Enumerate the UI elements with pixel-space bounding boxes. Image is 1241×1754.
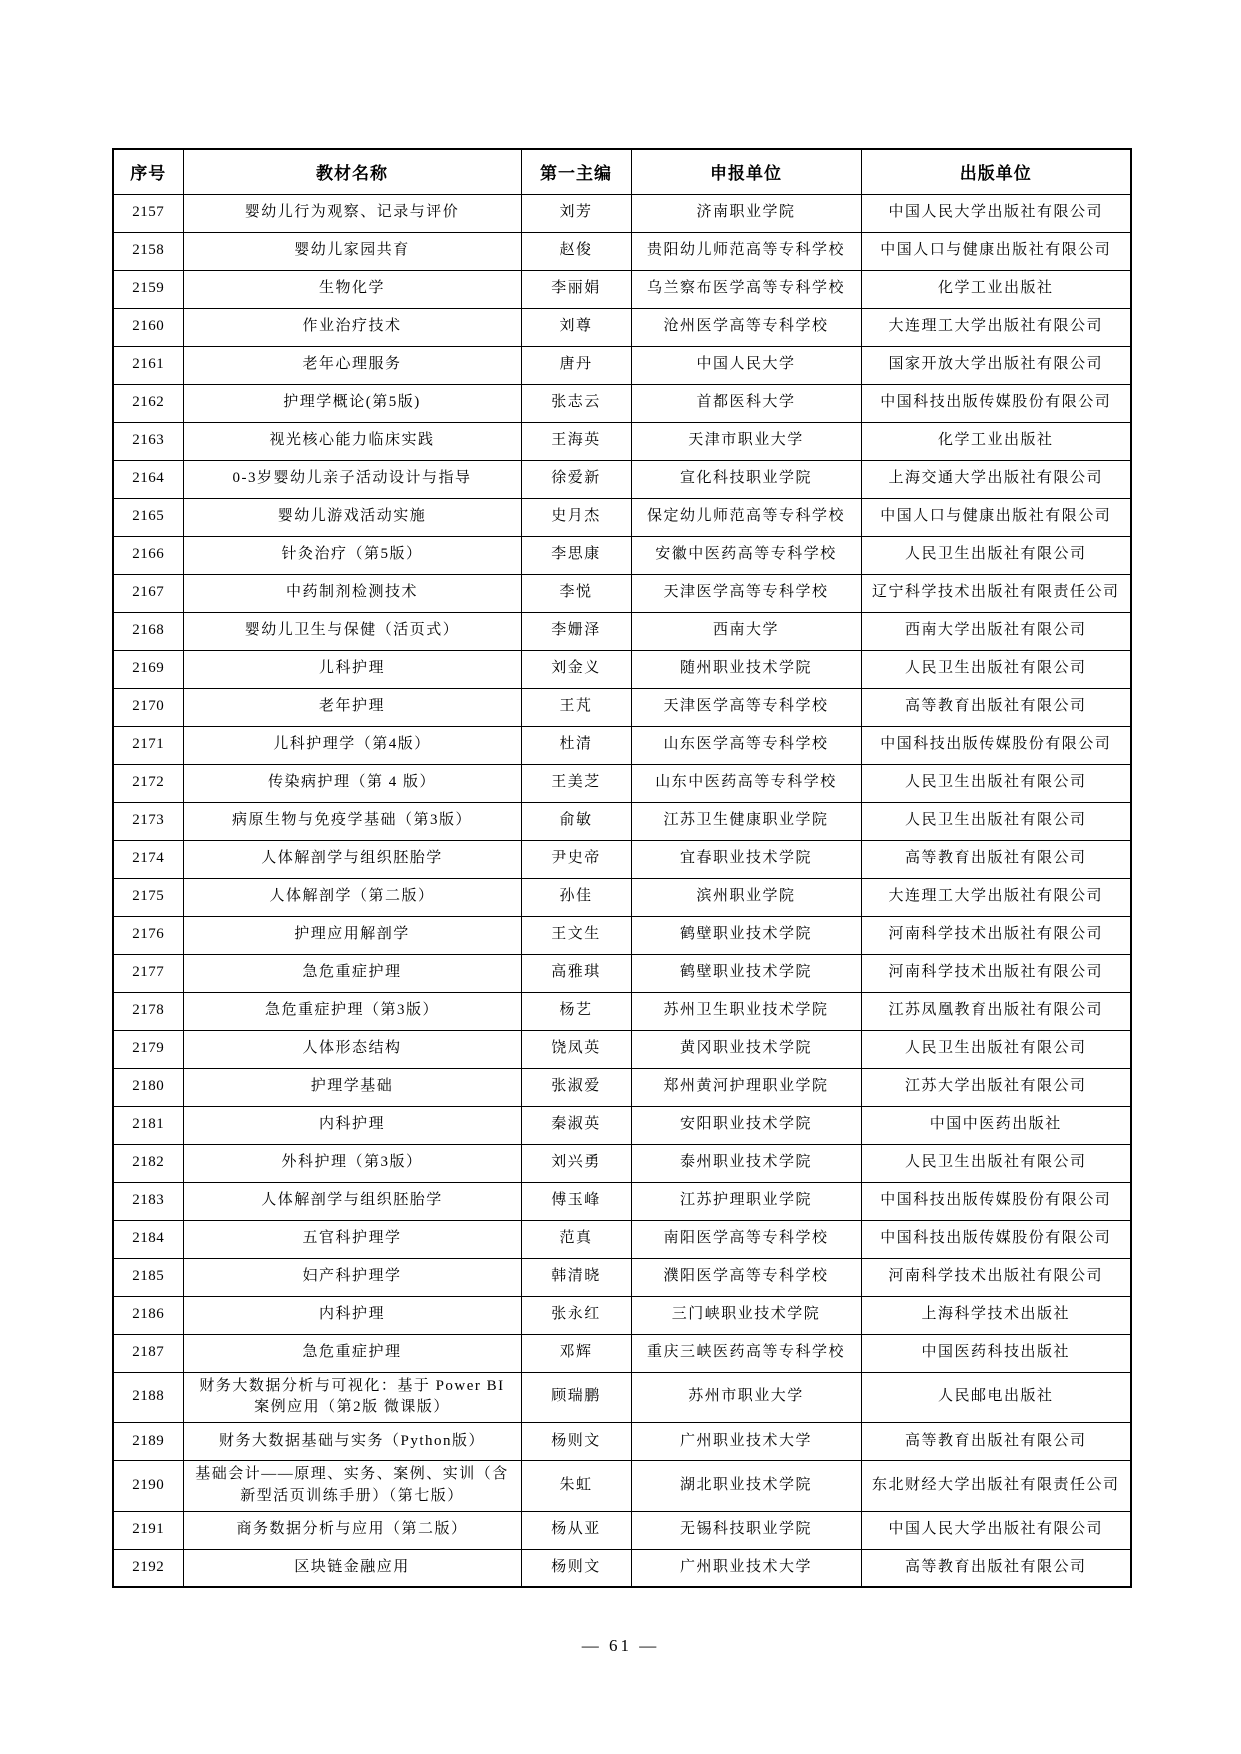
table-row <box>113 1372 1131 1423</box>
cell-id: 2162 <box>113 384 183 422</box>
cell-publisher: 江苏大学出版社有限公司 <box>861 1068 1131 1106</box>
cell-publisher: 化学工业出版社 <box>861 270 1131 308</box>
cell-applicant: 保定幼儿师范高等专科学校 <box>631 498 861 536</box>
cell-publisher: 大连理工大学出版社有限公司 <box>861 308 1131 346</box>
cell-editor: 高雅琪 <box>521 954 631 992</box>
cell-publisher: 中国科技出版传媒股份有限公司 <box>861 384 1131 422</box>
table-row <box>113 194 1131 232</box>
cell-id: 2171 <box>113 726 183 764</box>
cell-editor: 赵俊 <box>521 232 631 270</box>
cell-id: 2165 <box>113 498 183 536</box>
cell-editor: 王美芝 <box>521 764 631 802</box>
table-row <box>113 1549 1131 1587</box>
cell-title: 妇产科护理学 <box>183 1258 521 1296</box>
table-row <box>113 1068 1131 1106</box>
cell-publisher: 高等教育出版社有限公司 <box>861 1423 1131 1461</box>
cell-title: 视光核心能力临床实践 <box>183 422 521 460</box>
cell-applicant: 黄冈职业技术学院 <box>631 1030 861 1068</box>
cell-id: 2172 <box>113 764 183 802</box>
cell-applicant: 中国人民大学 <box>631 346 861 384</box>
cell-title: 基础会计——原理、实务、案例、实训（含新型活页训练手册）（第七版） <box>183 1461 521 1512</box>
cell-title: 急危重症护理（第3版） <box>183 992 521 1030</box>
cell-publisher: 人民卫生出版社有限公司 <box>861 1144 1131 1182</box>
cell-applicant: 安徽中医药高等专科学校 <box>631 536 861 574</box>
cell-editor: 李丽娟 <box>521 270 631 308</box>
cell-applicant: 天津医学高等专科学校 <box>631 574 861 612</box>
cell-publisher: 高等教育出版社有限公司 <box>861 688 1131 726</box>
table-row <box>113 1258 1131 1296</box>
cell-id: 2187 <box>113 1334 183 1372</box>
cell-applicant: 首都医科大学 <box>631 384 861 422</box>
cell-title: 区块链金融应用 <box>183 1549 521 1587</box>
cell-editor: 徐爱新 <box>521 460 631 498</box>
col-header-editor: 第一主编 <box>521 149 631 194</box>
cell-publisher: 人民卫生出版社有限公司 <box>861 1030 1131 1068</box>
cell-applicant: 宣化科技职业学院 <box>631 460 861 498</box>
cell-editor: 杜清 <box>521 726 631 764</box>
col-header-index: 序号 <box>113 149 183 194</box>
cell-editor: 朱虹 <box>521 1461 631 1512</box>
cell-title: 0-3岁婴幼儿亲子活动设计与指导 <box>183 460 521 498</box>
cell-editor: 王芃 <box>521 688 631 726</box>
cell-title: 婴幼儿卫生与保健（活页式） <box>183 612 521 650</box>
table-row <box>113 726 1131 764</box>
cell-title: 作业治疗技术 <box>183 308 521 346</box>
cell-editor: 韩清晓 <box>521 1258 631 1296</box>
cell-id: 2167 <box>113 574 183 612</box>
table-row <box>113 1106 1131 1144</box>
cell-id: 2159 <box>113 270 183 308</box>
cell-id: 2158 <box>113 232 183 270</box>
cell-id: 2157 <box>113 194 183 232</box>
table-row <box>113 688 1131 726</box>
cell-title: 商务数据分析与应用（第二版） <box>183 1511 521 1549</box>
cell-applicant: 山东医学高等专科学校 <box>631 726 861 764</box>
cell-publisher: 高等教育出版社有限公司 <box>861 840 1131 878</box>
cell-editor: 饶凤英 <box>521 1030 631 1068</box>
table-row <box>113 1182 1131 1220</box>
table-row <box>113 992 1131 1030</box>
cell-applicant: 泰州职业技术学院 <box>631 1144 861 1182</box>
cell-editor: 杨艺 <box>521 992 631 1030</box>
cell-title: 财务大数据基础与实务（Python版） <box>183 1423 521 1461</box>
cell-applicant: 滨州职业学院 <box>631 878 861 916</box>
cell-editor: 李姗泽 <box>521 612 631 650</box>
cell-publisher: 人民卫生出版社有限公司 <box>861 536 1131 574</box>
table-row <box>113 802 1131 840</box>
cell-publisher: 国家开放大学出版社有限公司 <box>861 346 1131 384</box>
cell-title: 病原生物与免疫学基础（第3版） <box>183 802 521 840</box>
cell-applicant: 广州职业技术大学 <box>631 1549 861 1587</box>
table-row <box>113 1296 1131 1334</box>
cell-id: 2175 <box>113 878 183 916</box>
cell-id: 2181 <box>113 1106 183 1144</box>
cell-applicant: 三门峡职业技术学院 <box>631 1296 861 1334</box>
table-row <box>113 232 1131 270</box>
table-row <box>113 1144 1131 1182</box>
cell-applicant: 无锡科技职业学院 <box>631 1511 861 1549</box>
cell-applicant: 广州职业技术大学 <box>631 1423 861 1461</box>
cell-applicant: 郑州黄河护理职业学院 <box>631 1068 861 1106</box>
cell-title: 针灸治疗（第5版） <box>183 536 521 574</box>
cell-id: 2176 <box>113 916 183 954</box>
cell-title: 儿科护理 <box>183 650 521 688</box>
cell-applicant: 苏州卫生职业技术学院 <box>631 992 861 1030</box>
cell-editor: 张志云 <box>521 384 631 422</box>
cell-publisher: 中国人口与健康出版社有限公司 <box>861 498 1131 536</box>
cell-title: 财务大数据分析与可视化：基于 Power BI 案例应用（第2版 微课版） <box>183 1372 521 1423</box>
table-row <box>113 612 1131 650</box>
table-row <box>113 498 1131 536</box>
cell-editor: 秦淑英 <box>521 1106 631 1144</box>
cell-applicant: 鹤壁职业技术学院 <box>631 916 861 954</box>
cell-publisher: 高等教育出版社有限公司 <box>861 1549 1131 1587</box>
textbook-table <box>112 148 1132 1588</box>
cell-id: 2170 <box>113 688 183 726</box>
table-row <box>113 1334 1131 1372</box>
cell-id: 2160 <box>113 308 183 346</box>
cell-editor: 杨则文 <box>521 1549 631 1587</box>
cell-title: 内科护理 <box>183 1296 521 1334</box>
cell-id: 2177 <box>113 954 183 992</box>
cell-publisher: 上海科学技术出版社 <box>861 1296 1131 1334</box>
table-row <box>113 954 1131 992</box>
cell-applicant: 江苏护理职业学院 <box>631 1182 861 1220</box>
cell-editor: 傅玉峰 <box>521 1182 631 1220</box>
cell-editor: 俞敏 <box>521 802 631 840</box>
cell-publisher: 西南大学出版社有限公司 <box>861 612 1131 650</box>
cell-title: 儿科护理学（第4版） <box>183 726 521 764</box>
col-header-publisher: 出版单位 <box>861 149 1131 194</box>
cell-applicant: 鹤壁职业技术学院 <box>631 954 861 992</box>
cell-publisher: 中国科技出版传媒股份有限公司 <box>861 1220 1131 1258</box>
table-row <box>113 460 1131 498</box>
cell-editor: 李思康 <box>521 536 631 574</box>
cell-editor: 刘兴勇 <box>521 1144 631 1182</box>
cell-publisher: 中国科技出版传媒股份有限公司 <box>861 726 1131 764</box>
cell-applicant: 江苏卫生健康职业学院 <box>631 802 861 840</box>
cell-id: 2173 <box>113 802 183 840</box>
cell-publisher: 人民卫生出版社有限公司 <box>861 764 1131 802</box>
cell-id: 2183 <box>113 1182 183 1220</box>
cell-editor: 刘芳 <box>521 194 631 232</box>
cell-editor: 刘尊 <box>521 308 631 346</box>
col-header-title: 教材名称 <box>183 149 521 194</box>
cell-editor: 尹史帝 <box>521 840 631 878</box>
table-row <box>113 1511 1131 1549</box>
cell-id: 2174 <box>113 840 183 878</box>
cell-id: 2182 <box>113 1144 183 1182</box>
cell-applicant: 济南职业学院 <box>631 194 861 232</box>
cell-title: 生物化学 <box>183 270 521 308</box>
cell-applicant: 苏州市职业大学 <box>631 1372 861 1423</box>
cell-title: 人体解剖学与组织胚胎学 <box>183 1182 521 1220</box>
cell-publisher: 中国医药科技出版社 <box>861 1334 1131 1372</box>
cell-id: 2180 <box>113 1068 183 1106</box>
cell-id: 2169 <box>113 650 183 688</box>
cell-id: 2192 <box>113 1549 183 1587</box>
cell-title: 婴幼儿游戏活动实施 <box>183 498 521 536</box>
cell-publisher: 大连理工大学出版社有限公司 <box>861 878 1131 916</box>
cell-publisher: 河南科学技术出版社有限公司 <box>861 1258 1131 1296</box>
cell-title: 护理应用解剖学 <box>183 916 521 954</box>
cell-publisher: 中国人民大学出版社有限公司 <box>861 1511 1131 1549</box>
cell-publisher: 上海交通大学出版社有限公司 <box>861 460 1131 498</box>
cell-publisher: 东北财经大学出版社有限责任公司 <box>861 1461 1131 1512</box>
cell-editor: 唐丹 <box>521 346 631 384</box>
cell-editor: 王海英 <box>521 422 631 460</box>
table-row <box>113 840 1131 878</box>
cell-title: 内科护理 <box>183 1106 521 1144</box>
cell-applicant: 天津医学高等专科学校 <box>631 688 861 726</box>
table-row <box>113 1220 1131 1258</box>
cell-editor: 刘金义 <box>521 650 631 688</box>
cell-title: 急危重症护理 <box>183 954 521 992</box>
cell-title: 婴幼儿家园共育 <box>183 232 521 270</box>
table-row <box>113 916 1131 954</box>
cell-editor: 孙佳 <box>521 878 631 916</box>
cell-title: 人体解剖学（第二版） <box>183 878 521 916</box>
cell-editor: 杨则文 <box>521 1423 631 1461</box>
cell-publisher: 江苏凤凰教育出版社有限公司 <box>861 992 1131 1030</box>
cell-editor: 张淑爱 <box>521 1068 631 1106</box>
cell-applicant: 乌兰察布医学高等专科学校 <box>631 270 861 308</box>
cell-title: 人体解剖学与组织胚胎学 <box>183 840 521 878</box>
cell-editor: 杨从亚 <box>521 1511 631 1549</box>
table-row <box>113 650 1131 688</box>
cell-publisher: 化学工业出版社 <box>861 422 1131 460</box>
cell-applicant: 南阳医学高等专科学校 <box>631 1220 861 1258</box>
cell-id: 2191 <box>113 1511 183 1549</box>
cell-publisher: 人民邮电出版社 <box>861 1372 1131 1423</box>
cell-id: 2178 <box>113 992 183 1030</box>
cell-publisher: 中国科技出版传媒股份有限公司 <box>861 1182 1131 1220</box>
table-row <box>113 536 1131 574</box>
table-body <box>113 194 1131 1587</box>
cell-title: 婴幼儿行为观察、记录与评价 <box>183 194 521 232</box>
table-row <box>113 1030 1131 1068</box>
cell-applicant: 沧州医学高等专科学校 <box>631 308 861 346</box>
table-row <box>113 422 1131 460</box>
cell-applicant: 湖北职业技术学院 <box>631 1461 861 1512</box>
cell-editor: 王文生 <box>521 916 631 954</box>
table-row <box>113 346 1131 384</box>
cell-editor: 张永红 <box>521 1296 631 1334</box>
cell-id: 2188 <box>113 1372 183 1423</box>
cell-applicant: 西南大学 <box>631 612 861 650</box>
cell-publisher: 人民卫生出版社有限公司 <box>861 802 1131 840</box>
cell-title: 老年护理 <box>183 688 521 726</box>
table-row <box>113 308 1131 346</box>
table-row <box>113 270 1131 308</box>
cell-applicant: 贵阳幼儿师范高等专科学校 <box>631 232 861 270</box>
cell-publisher: 中国人民大学出版社有限公司 <box>861 194 1131 232</box>
cell-title: 五官科护理学 <box>183 1220 521 1258</box>
cell-id: 2166 <box>113 536 183 574</box>
cell-id: 2189 <box>113 1423 183 1461</box>
cell-applicant: 重庆三峡医药高等专科学校 <box>631 1334 861 1372</box>
table-row <box>113 764 1131 802</box>
table-header-row <box>113 149 1131 194</box>
cell-publisher: 河南科学技术出版社有限公司 <box>861 916 1131 954</box>
table-row <box>113 574 1131 612</box>
cell-editor: 范真 <box>521 1220 631 1258</box>
cell-applicant: 随州职业技术学院 <box>631 650 861 688</box>
cell-publisher: 河南科学技术出版社有限公司 <box>861 954 1131 992</box>
cell-id: 2164 <box>113 460 183 498</box>
cell-title: 护理学基础 <box>183 1068 521 1106</box>
cell-applicant: 天津市职业大学 <box>631 422 861 460</box>
cell-title: 外科护理（第3版） <box>183 1144 521 1182</box>
table-row <box>113 1461 1131 1512</box>
cell-id: 2179 <box>113 1030 183 1068</box>
cell-id: 2190 <box>113 1461 183 1512</box>
cell-title: 中药制剂检测技术 <box>183 574 521 612</box>
cell-title: 人体形态结构 <box>183 1030 521 1068</box>
page-number: — 61 — <box>581 1636 660 1655</box>
cell-id: 2186 <box>113 1296 183 1334</box>
col-header-applicant: 申报单位 <box>631 149 861 194</box>
cell-publisher: 人民卫生出版社有限公司 <box>861 650 1131 688</box>
cell-editor: 邓辉 <box>521 1334 631 1372</box>
cell-editor: 李悦 <box>521 574 631 612</box>
table-row <box>113 878 1131 916</box>
cell-editor: 史月杰 <box>521 498 631 536</box>
table-row <box>113 1423 1131 1461</box>
cell-id: 2161 <box>113 346 183 384</box>
cell-publisher: 辽宁科学技术出版社有限责任公司 <box>861 574 1131 612</box>
cell-applicant: 安阳职业技术学院 <box>631 1106 861 1144</box>
cell-publisher: 中国人口与健康出版社有限公司 <box>861 232 1131 270</box>
cell-publisher: 中国中医药出版社 <box>861 1106 1131 1144</box>
cell-id: 2184 <box>113 1220 183 1258</box>
cell-title: 老年心理服务 <box>183 346 521 384</box>
cell-title: 传染病护理（第 4 版） <box>183 764 521 802</box>
cell-applicant: 宜春职业技术学院 <box>631 840 861 878</box>
cell-id: 2185 <box>113 1258 183 1296</box>
table-row <box>113 384 1131 422</box>
cell-title: 急危重症护理 <box>183 1334 521 1372</box>
cell-applicant: 濮阳医学高等专科学校 <box>631 1258 861 1296</box>
cell-applicant: 山东中医药高等专科学校 <box>631 764 861 802</box>
cell-title: 护理学概论(第5版) <box>183 384 521 422</box>
cell-id: 2168 <box>113 612 183 650</box>
cell-id: 2163 <box>113 422 183 460</box>
cell-editor: 顾瑞鹏 <box>521 1372 631 1423</box>
